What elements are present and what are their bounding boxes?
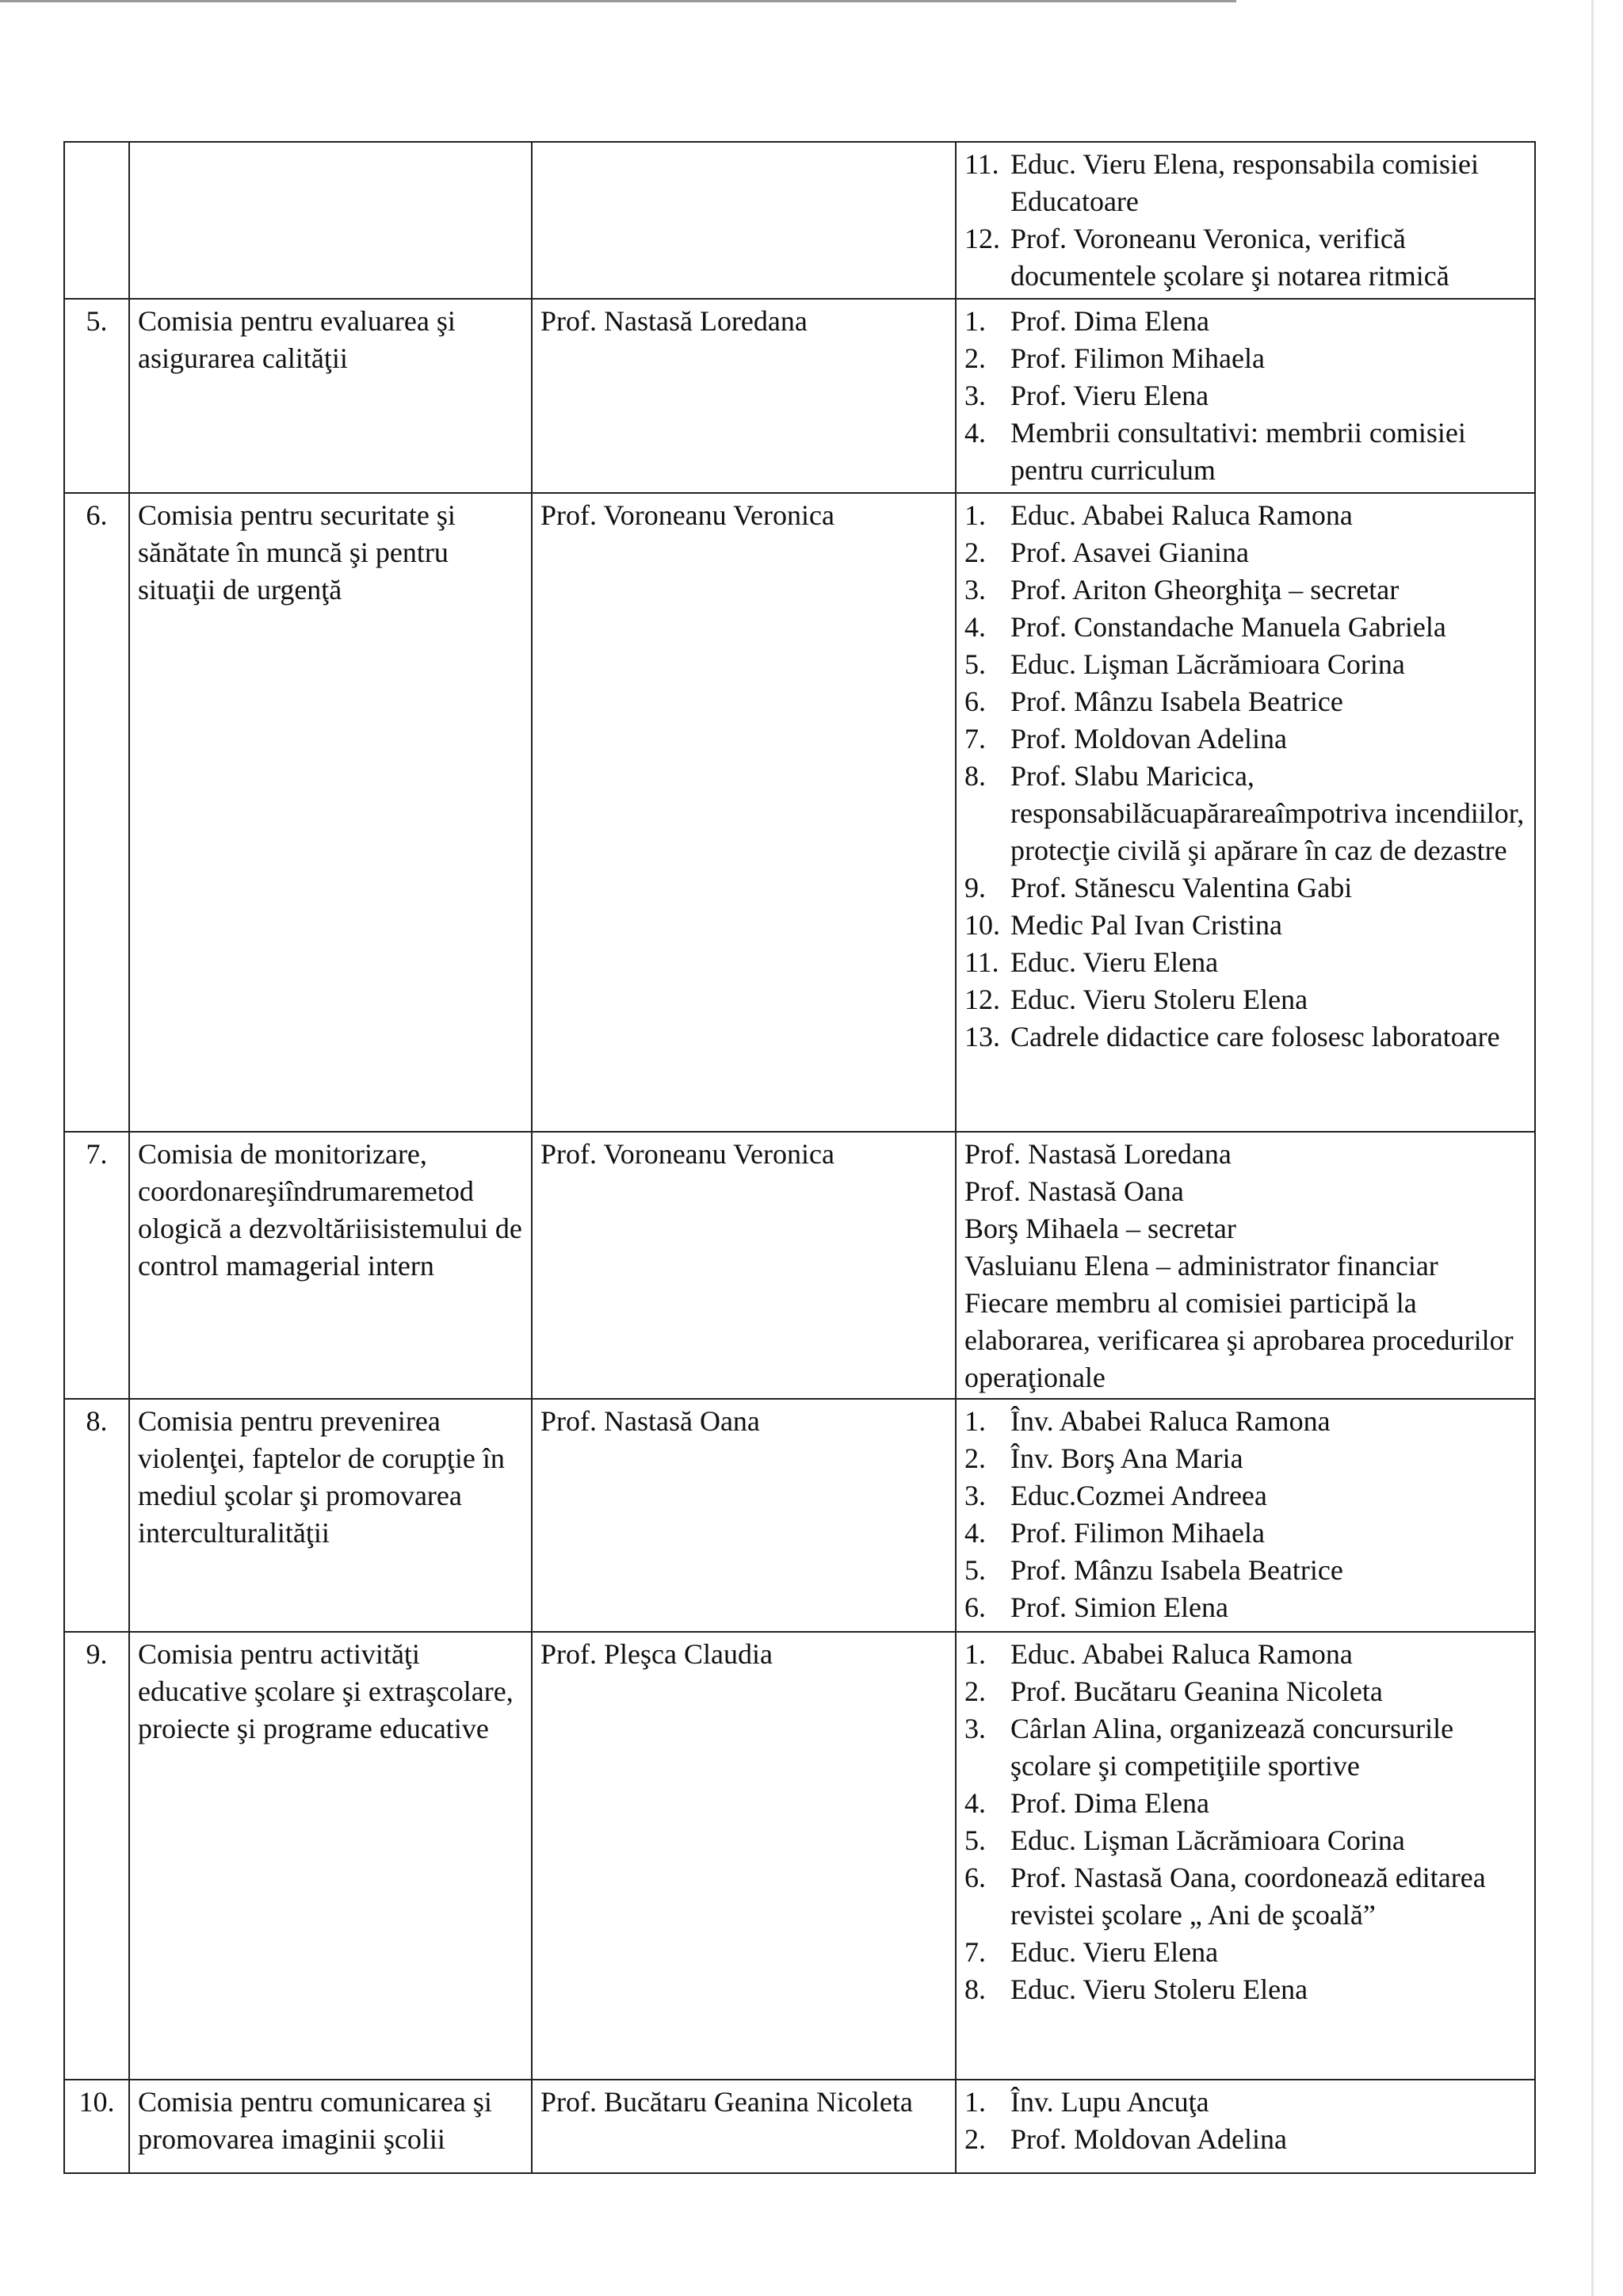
commission-responsible: Prof. Voroneanu Veronica	[532, 493, 956, 1132]
table-row	[64, 299, 1535, 493]
scan-top-edge	[0, 0, 1236, 2]
list-item: 3. Prof. Ariton Gheorghiţa – secretar	[964, 574, 1400, 606]
row-number: 9.	[64, 1632, 129, 2080]
member-line: Borş Mihaela – secretar	[964, 1213, 1236, 1244]
commission-responsible: Prof. Pleşca Claudia	[532, 1632, 956, 2080]
scan-right-edge	[1591, 0, 1594, 2296]
row-number: 8.	[64, 1399, 129, 1632]
list-item: 4. Prof. Filimon Mihaela	[964, 1517, 1265, 1549]
list-item: 5. Educ. Lişman Lăcrămioara Corina	[964, 1824, 1405, 1856]
list-item: 2. Prof. Asavei Gianina	[964, 537, 1249, 568]
commission-members	[956, 1132, 1535, 1399]
table-row	[64, 1632, 1535, 2080]
commission-members	[956, 299, 1535, 493]
list-item: 9. Prof. Stănescu Valentina Gabi	[964, 872, 1353, 904]
list-item: 6. Prof. Nastasă Oana, coordonează editarea revistei şcolare „ Ani de şcoală”	[964, 1862, 1486, 1931]
list-item: 13. Cadrele didactice care folosesc laboratoare	[964, 1021, 1500, 1052]
commission-members	[956, 1399, 1535, 1632]
commission-name: Comisia de monitorizare, coordonareşiîndrumaremetod ologică a dezvoltăriisistemului de control mamagerial intern	[129, 1132, 532, 1399]
list-item: 5. Prof. Mânzu Isabela Beatrice	[964, 1554, 1343, 1586]
list-item: 2. Prof. Moldovan Adelina	[964, 2123, 1287, 2155]
list-item: 4. Prof. Dima Elena	[964, 1787, 1209, 1819]
commission-members	[956, 2080, 1535, 2173]
commission-responsible: Prof. Bucătaru Geanina Nicoleta	[532, 2080, 956, 2173]
list-item: 10. Medic Pal Ivan Cristina	[964, 909, 1282, 941]
list-item: 2. Prof. Bucătaru Geanina Nicoleta	[964, 1675, 1383, 1707]
commission-name: Comisia pentru evaluarea şi asigurarea calităţii	[129, 299, 532, 493]
row-number: 5.	[64, 299, 129, 493]
list-item: 3. Prof. Vieru Elena	[964, 380, 1209, 411]
commission-name	[129, 142, 532, 299]
list-item: 4. Membrii consultativi: membrii comisiei pentru curriculum	[964, 417, 1466, 486]
list-item: 7. Prof. Moldovan Adelina	[964, 723, 1287, 755]
list-item: 8. Prof. Slabu Maricica, responsabilăcuapărareaîmpotriva incendiilor, protecţie civilă şi apărare în caz de dezastre	[964, 760, 1525, 866]
commission-name: Comisia pentru securitate şi sănătate în muncă şi pentru situaţii de urgenţă	[129, 493, 532, 1132]
list-item: 8. Educ. Vieru Stoleru Elena	[964, 1973, 1308, 2005]
table-row	[64, 142, 1535, 299]
commission-responsible	[532, 142, 956, 299]
table-row	[64, 2080, 1535, 2173]
list-item: 11. Educ. Vieru Elena, responsabila comisiei Educatoare	[964, 148, 1479, 217]
commission-members	[956, 142, 1535, 299]
list-item: 7. Educ. Vieru Elena	[964, 1936, 1219, 1968]
commissions-table	[63, 141, 1536, 2174]
list-item: 1. Educ. Ababei Raluca Ramona	[964, 1638, 1353, 1670]
table-row	[64, 1399, 1535, 1632]
row-number: 7.	[64, 1132, 129, 1399]
list-item: 6. Prof. Mânzu Isabela Beatrice	[964, 686, 1343, 717]
member-line: Prof. Nastasă Oana	[964, 1175, 1184, 1207]
commission-name: Comisia pentru activităţi educative şcolare şi extraşcolare, proiecte şi programe educative	[129, 1632, 532, 2080]
list-item: 11. Educ. Vieru Elena	[964, 946, 1219, 978]
list-item: 3. Cârlan Alina, organizează concursurile şcolare şi competiţiile sportive	[964, 1713, 1454, 1782]
member-line: Prof. Nastasă Loredana	[964, 1138, 1232, 1170]
list-item: 1. Înv. Ababei Raluca Ramona	[964, 1405, 1331, 1437]
commission-responsible: Prof. Nastasă Oana	[532, 1399, 956, 1632]
list-item: 1. Educ. Ababei Raluca Ramona	[964, 499, 1353, 531]
list-item: 12. Educ. Vieru Stoleru Elena	[964, 984, 1308, 1015]
row-number	[64, 142, 129, 299]
list-item: 2. Prof. Filimon Mihaela	[964, 342, 1265, 374]
commission-responsible: Prof. Nastasă Loredana	[532, 299, 956, 493]
commission-members	[956, 493, 1535, 1132]
list-item: 3. Educ.Cozmei Andreea	[964, 1480, 1267, 1511]
member-note: Fiecare membru al comisiei participă la elaborarea, verificarea şi aprobarea procedurilor operaţionale	[964, 1287, 1514, 1393]
list-item: 1. Prof. Dima Elena	[964, 305, 1209, 337]
list-item: 4. Prof. Constandache Manuela Gabriela	[964, 611, 1446, 643]
list-item: 2. Înv. Borş Ana Maria	[964, 1442, 1243, 1474]
list-item: 6. Prof. Simion Elena	[964, 1591, 1228, 1623]
row-number: 6.	[64, 493, 129, 1132]
commission-responsible: Prof. Voroneanu Veronica	[532, 1132, 956, 1399]
table-row	[64, 1132, 1535, 1399]
list-item: 12. Prof. Voroneanu Veronica, verifică documentele şcolare şi notarea ritmică	[964, 223, 1449, 292]
member-line: Vasluianu Elena – administrator financiar	[964, 1250, 1438, 1282]
row-number: 10.	[64, 2080, 129, 2173]
commission-members	[956, 1632, 1535, 2080]
commission-name: Comisia pentru prevenirea violenţei, faptelor de corupţie în mediul şcolar şi promovarea interculturalităţii	[129, 1399, 532, 1632]
commission-name: Comisia pentru comunicarea şi promovarea imaginii şcolii	[129, 2080, 532, 2173]
list-item: 5. Educ. Lişman Lăcrămioara Corina	[964, 648, 1405, 680]
list-item: 1. Înv. Lupu Ancuţa	[964, 2086, 1209, 2118]
table-row	[64, 493, 1535, 1132]
